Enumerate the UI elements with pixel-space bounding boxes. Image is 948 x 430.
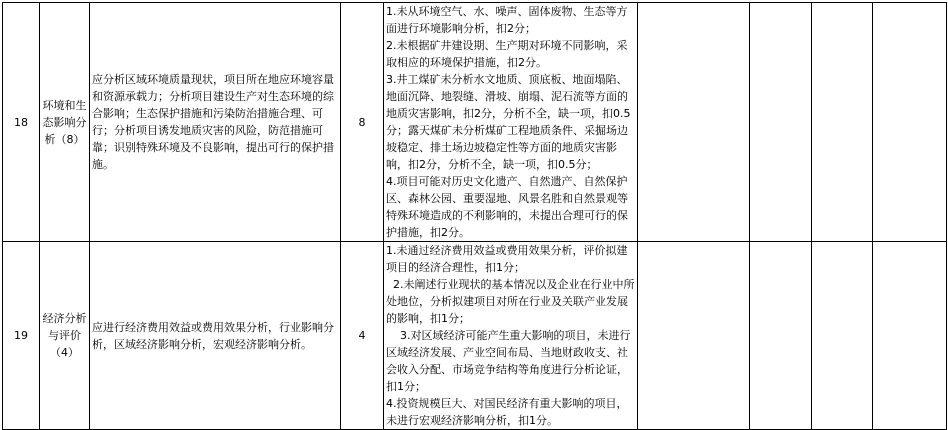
item-score: 8 (341, 3, 384, 242)
criteria-line: 3.对区域经济可能产生重大影响的项目，未进行区域经济发展、产业空间布局、当地财政收支、社会收入分配、市场竞争结构等角度进行分析论证，扣1分； (386, 329, 631, 393)
item-name: 环境和生态影响分析（8） (40, 3, 90, 242)
scoring-criteria (384, 242, 638, 430)
empty-cell (812, 242, 873, 430)
criteria-line: 2.未阐述行业现状的基本情况以及企业在行业中所处地位，分析拟建项目对所在行业及关联产业发展的影响，扣1分； (386, 278, 635, 325)
item-content: 应分析区域环境质量现状，项目所在地应环境容量和资源承载力；分析项目建设生产对生态环境的综合影响；生态保护措施和污染防治措施合理、可行；分析项目诱发地质灾害的风险，防范措施可靠；识别特殊环境及不良影响，提出可行的保护措施。 (90, 3, 341, 242)
empty-cell (873, 3, 947, 242)
empty-cell (750, 3, 812, 242)
item-name: 经济分析与评价（4） (40, 242, 90, 430)
criteria-line: 3.井工煤矿未分析水文地质、顶底板、地面塌陷、地面沉降、地裂缝、滑坡、崩塌、泥石流等方面的地质灾害影响，扣2分，分析不全，缺一项，扣0.5分；露天煤矿未分析煤矿工程地质条件、采掘场边坡稳定、排土场边坡稳定性等方面的地质灾害影响，扣2分，分析不全，缺一项，扣0.5分； (386, 73, 631, 171)
empty-cell (638, 242, 750, 430)
row-number: 18 (3, 3, 40, 242)
table-row (3, 242, 947, 430)
scoring-criteria (384, 3, 638, 242)
criteria-line: 4.投资规模巨大、对国民经济有重大影响的项目，未进行宏观经济影响分析，扣1分。 (386, 397, 628, 427)
item-score: 4 (341, 242, 384, 430)
item-content: 应进行经济费用效益或费用效果分析，行业影响分析，区域经济影响分析，宏观经济影响分析。 (90, 242, 341, 430)
criteria-line: 1.未从环境空气、水、噪声、固体废物、生态等方面进行环境影响分析，扣2分； (386, 5, 628, 35)
empty-cell (812, 3, 873, 242)
empty-cell (750, 242, 812, 430)
criteria-line: 1.未通过经济费用效益或费用效果分析，评价拟建项目的经济合理性，扣1分； (386, 244, 628, 274)
scoring-table (2, 2, 947, 430)
table-row (3, 3, 947, 242)
empty-cell (873, 242, 947, 430)
criteria-line: 4.项目可能对历史文化遗产、自然遗产、自然保护区、森林公园、重要湿地、风景名胜和自然景观等特殊环境造成的不利影响的，未提出合理可行的保护措施，扣2分。 (386, 175, 628, 239)
row-number: 19 (3, 242, 40, 430)
empty-cell (638, 3, 750, 242)
criteria-line: 2.未根据矿井建设期、生产期对环境不同影响，采取相应的环境保护措施，扣2分。 (386, 39, 628, 69)
